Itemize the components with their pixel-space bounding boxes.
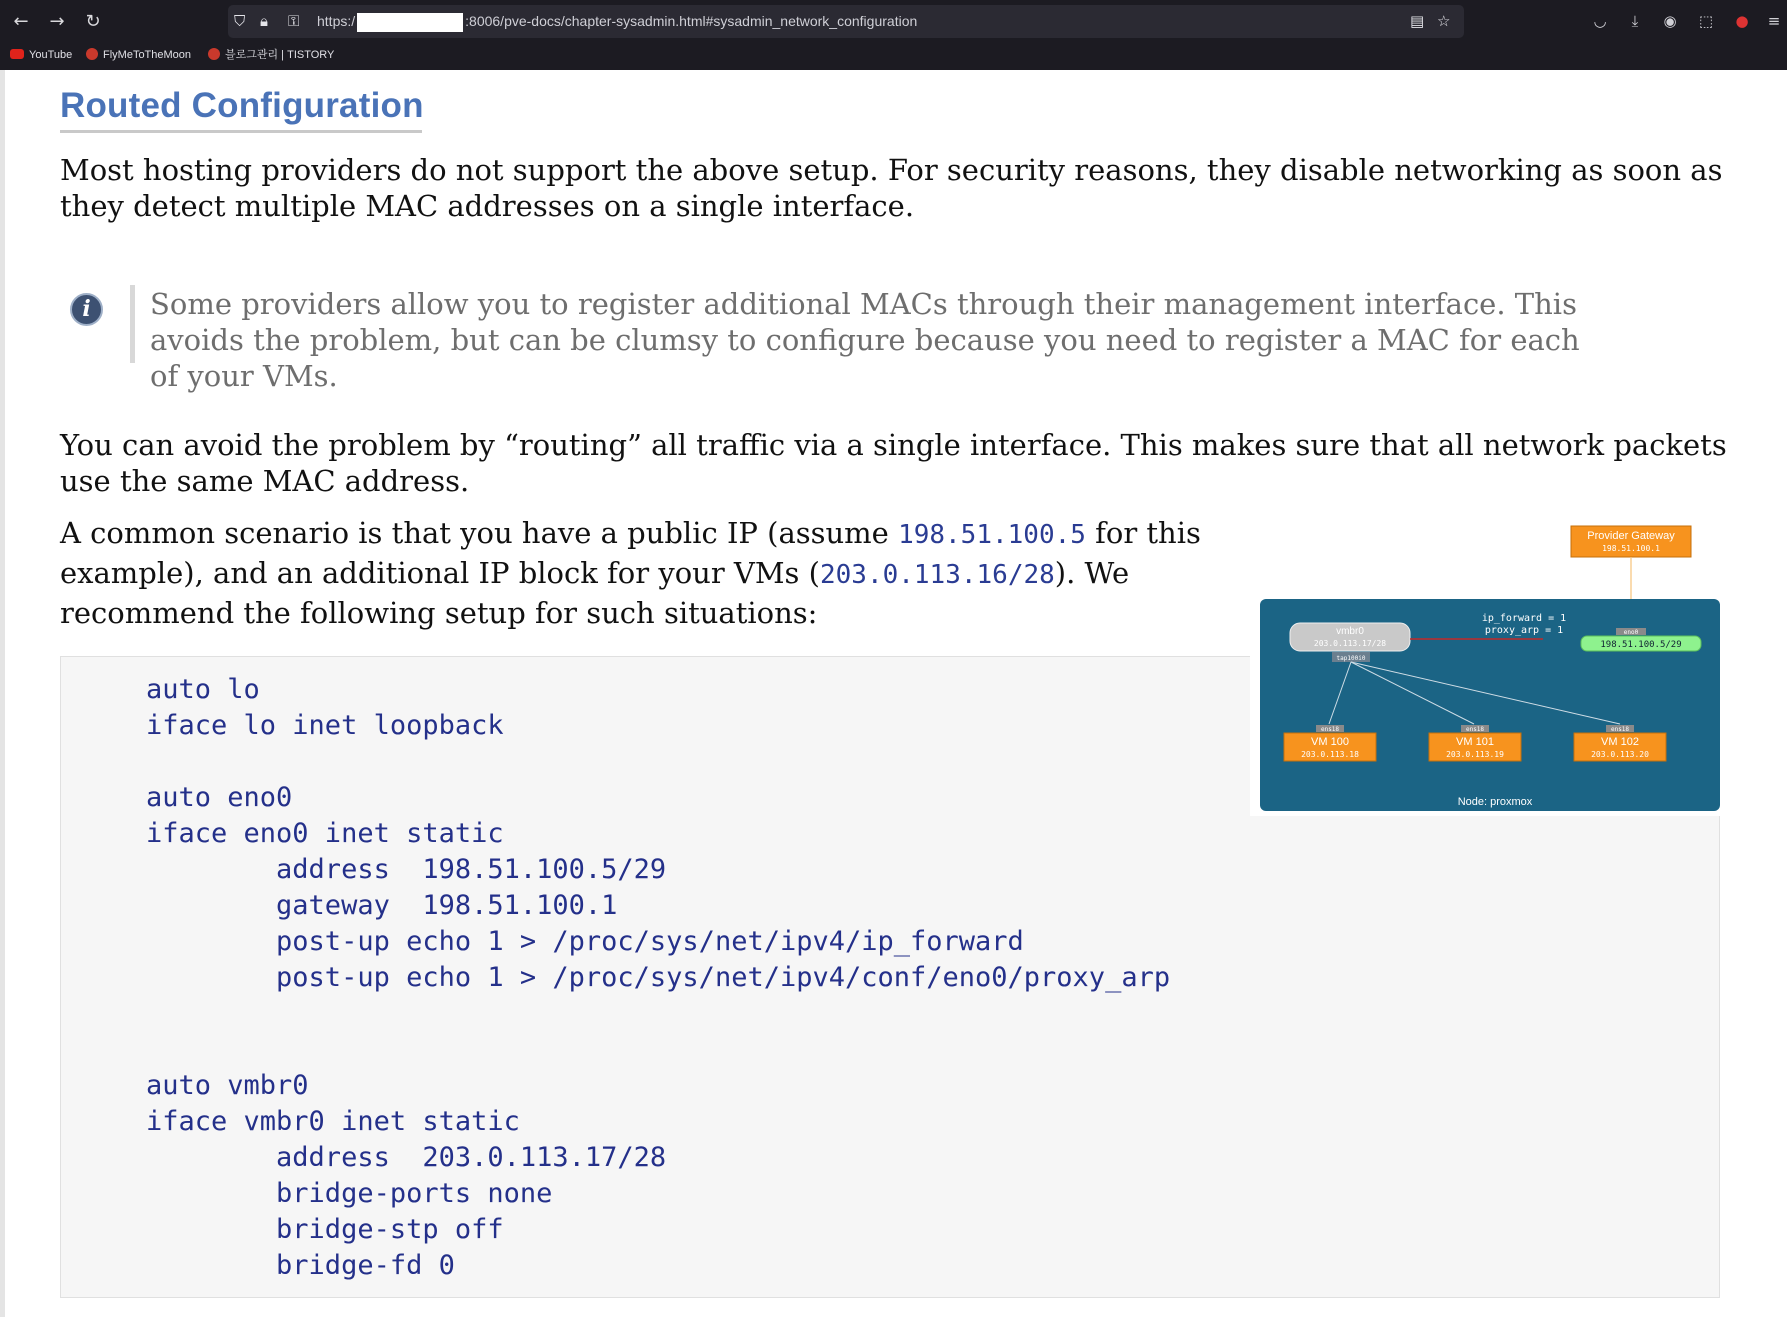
permissions-icon[interactable]: ⚿ xyxy=(288,12,300,30)
eno0-label: eno0 xyxy=(1623,629,1639,636)
code-line: post-up echo 1 > /proc/sys/net/ipv4/conf/eno0/proxy_arp xyxy=(146,962,1171,993)
forward-button[interactable]: → xyxy=(49,11,65,32)
pocket-icon[interactable]: ◡ xyxy=(1593,12,1607,30)
vm-iface-label: ens18 xyxy=(1465,726,1485,733)
code-line: gateway 198.51.100.1 xyxy=(146,890,618,921)
info-icon: i xyxy=(70,293,103,326)
vmbr0-label: vmbr0 xyxy=(1336,626,1364,637)
address-bar[interactable] xyxy=(228,5,1464,38)
intro-paragraph: Most hosting providers do not support the above setup. For security reasons, they disable networking as soon as they detect multiple MAC addresses on a single interface. xyxy=(60,153,1723,223)
code-line: bridge-ports none xyxy=(146,1178,553,1209)
ip-forward-label: ip_forward = 1 xyxy=(1481,613,1567,624)
url-text[interactable]: https:/ :8006/pve-docs/chapter-sysadmin.html#sysadmin_network_configuration xyxy=(317,5,917,38)
note-text: Some providers allow you to register additional MACs through their management interface. This avoids the problem, but can be clumsy to configure because you need to register a MAC for each of your VMs. xyxy=(150,287,1580,393)
account-icon[interactable]: ◉ xyxy=(1663,12,1677,30)
vm-iface-label: ens18 xyxy=(1610,726,1630,733)
gateway-ip: 198.51.100.1 xyxy=(1602,544,1660,553)
vm-name: VM 102 xyxy=(1601,736,1639,748)
node-label: Node: proxmox xyxy=(1457,796,1533,808)
code-line: address 203.0.113.17/28 xyxy=(146,1142,667,1173)
code-line: bridge-stp off xyxy=(146,1214,504,1245)
bookmark-flymetothemoon[interactable]: FlyMeToTheMoon xyxy=(86,44,191,66)
ublock-icon[interactable]: ● xyxy=(1735,12,1749,30)
gateway-label: Provider Gateway xyxy=(1587,530,1675,542)
vm-name: VM 101 xyxy=(1456,736,1494,748)
public-ip-code: 198.51.100.5 xyxy=(898,520,1086,550)
code-line: bridge-fd 0 xyxy=(146,1250,455,1281)
bookmark-youtube[interactable]: YouTube xyxy=(10,44,72,66)
browser-chrome xyxy=(0,0,1787,70)
code-line: auto lo xyxy=(146,674,260,705)
tistory-icon xyxy=(86,48,98,60)
title-underline xyxy=(60,130,422,133)
section-title: Routed Configuration xyxy=(60,86,424,125)
note-divider xyxy=(130,285,135,363)
youtube-icon xyxy=(10,49,24,59)
tistory-icon xyxy=(208,48,220,60)
code-line: iface vmbr0 inet static xyxy=(146,1106,520,1137)
proxy-arp-label: proxy_arp = 1 xyxy=(1484,625,1564,636)
vm-ip: 203.0.113.20 xyxy=(1591,750,1649,759)
tap-label: tap100i0 xyxy=(1336,655,1366,662)
vm-ip: 203.0.113.19 xyxy=(1446,750,1504,759)
routing-paragraph: You can avoid the problem by “routing” all traffic via a single interface. This makes sure that all network packets use the same MAC address. xyxy=(60,428,1727,498)
code-line: post-up echo 1 > /proc/sys/net/ipv4/ip_forward xyxy=(146,926,1024,957)
url-redaction xyxy=(357,13,463,32)
shield-icon[interactable]: ⛉ xyxy=(234,12,246,30)
vm-name: VM 100 xyxy=(1311,736,1349,748)
reload-button[interactable]: ↻ xyxy=(85,11,101,32)
reader-view-icon[interactable]: ▤ xyxy=(1410,12,1425,30)
code-line: iface lo inet loopback xyxy=(146,710,504,741)
extensions-icon[interactable]: ⬚ xyxy=(1698,12,1714,30)
vm-ip: 203.0.113.18 xyxy=(1301,750,1359,759)
vmbr0-ip: 203.0.113.17/28 xyxy=(1313,639,1387,648)
lock-icon[interactable]: 🔒︎ xyxy=(260,12,268,30)
back-button[interactable]: ← xyxy=(13,11,29,32)
downloads-icon[interactable]: ⤓ xyxy=(1631,12,1639,30)
ip-block-code: 203.0.113.16/28 xyxy=(819,560,1055,590)
scenario-paragraph: A common scenario is that you have a public IP (assume 198.51.100.5 for this example), and an additional IP block for your VMs (203.0.113.16/28). We recommend the following setup for such situations: xyxy=(60,516,1201,630)
code-line: auto vmbr0 xyxy=(146,1070,309,1101)
bookmark-star-icon[interactable]: ☆ xyxy=(1437,12,1451,30)
routed-network-diagram xyxy=(1250,520,1725,816)
vm-iface-label: ens18 xyxy=(1320,726,1340,733)
code-line: iface eno0 inet static xyxy=(146,818,504,849)
menu-icon[interactable]: ≡ xyxy=(1767,12,1781,30)
code-line: address 198.51.100.5/29 xyxy=(146,854,667,885)
page-left-border xyxy=(0,70,5,1317)
code-line: auto eno0 xyxy=(146,782,293,813)
eno0-ip: 198.51.100.5/29 xyxy=(1600,640,1682,650)
bookmark-tistory[interactable]: 블로그관리 | TISTORY xyxy=(208,44,334,66)
